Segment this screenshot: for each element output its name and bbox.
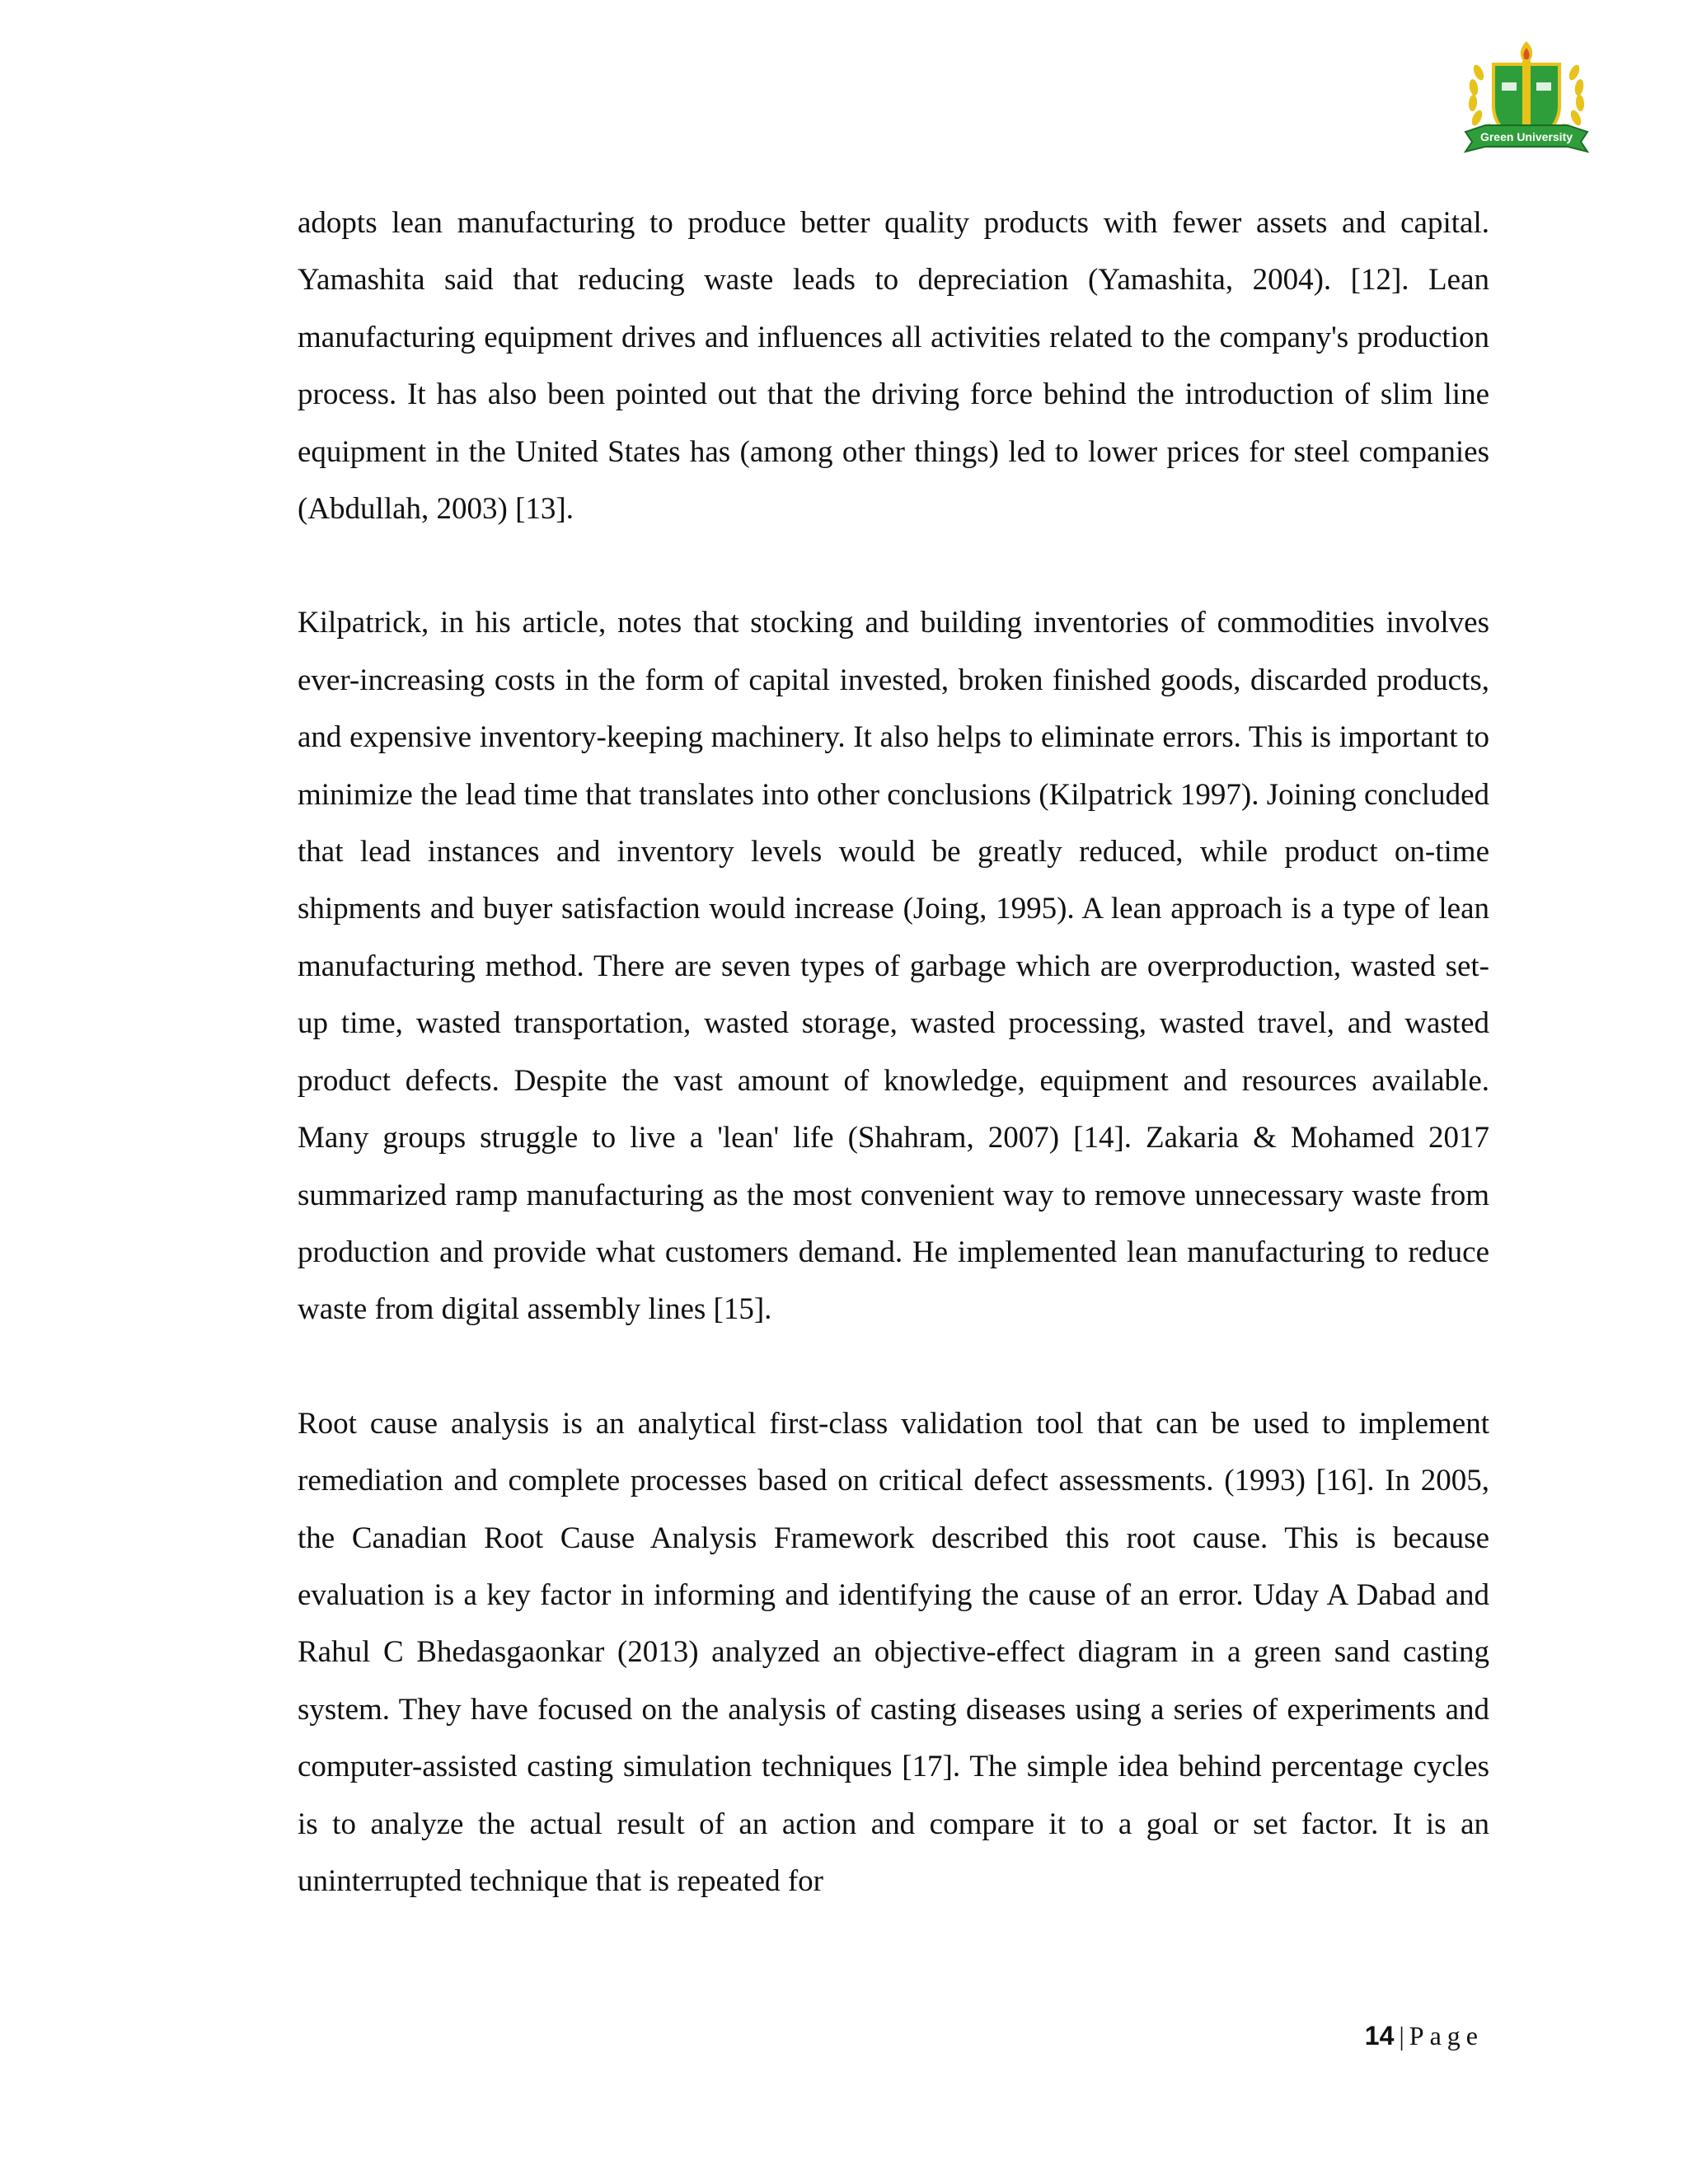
paragraph-1: adopts lean manufacturing to produce better quality products with fewer assets and capital. Yamashita said that reducing waste leads to depreciation (Yamashita, 2004). [12]. Lean manufacturing equipment drives and influences all activities related to the company's production process. It has also been pointed out that the driving force behind the introduction of slim line equipment in the United States has (among other things) led to lower prices for steel companies (Abdullah, 2003) [13]. (298, 206, 1489, 527)
page-separator: | (1399, 2021, 1404, 2050)
logo-text: Green University (1479, 130, 1573, 143)
page-footer (1236, 2016, 1484, 2055)
document-body (298, 194, 1489, 1910)
university-logo (1461, 40, 1592, 163)
paragraph-3: Root cause analysis is an analytical first-class validation tool that can be used to implement remediation and complete processes based on critical defect assessments. (1993) [16]. In 2005, the Canadian Root Cause Analysis Framework described this root cause. This is because evaluation is a key factor in informing and identifying the cause of an error. Uday A Dabad and Rahul C Bhedasgaonkar (2013) analyzed an objective-effect diagram in a green sand casting system. They have focused on the analysis of casting diseases using a series of experiments and computer-assisted casting simulation techniques [17]. The simple idea behind percentage cycles is to analyze the actual result of an action and compare it to a goal or set factor. It is an uninterrupted technique that is repeated for (298, 1406, 1489, 1898)
paragraph-2: Kilpatrick, in his article, notes that stocking and building inventories of commodities involves ever-increasing costs in the form of capital invested, broken finished goods, discarded products, and expensive inventory-keeping machinery. It also helps to eliminate errors. This is important to minimize the lead time that translates into other conclusions (Kilpatrick 1997). Joining concluded that lead instances and inventory levels would be greatly reduced, while product on-time shipments and buyer satisfaction would increase (Joing, 1995). A lean approach is a type of lean manufacturing method. There are seven types of garbage which are overproduction, wasted set-up time, wasted transportation, wasted storage, wasted processing, wasted travel, and wasted product defects. Despite the vast amount of knowledge, equipment and resources available. Many groups struggle to live a 'lean' life (Shahram, 2007) [14]. Zakaria & Mohamed 2017 summarized ramp manufacturing as the most convenient way to remove unnecessary waste from production and provide what customers demand. He implemented lean manufacturing to reduce waste from digital assembly lines [15]. (298, 606, 1489, 1327)
page-number: 14 (1364, 2021, 1395, 2050)
page-label: Page (1409, 2021, 1484, 2050)
